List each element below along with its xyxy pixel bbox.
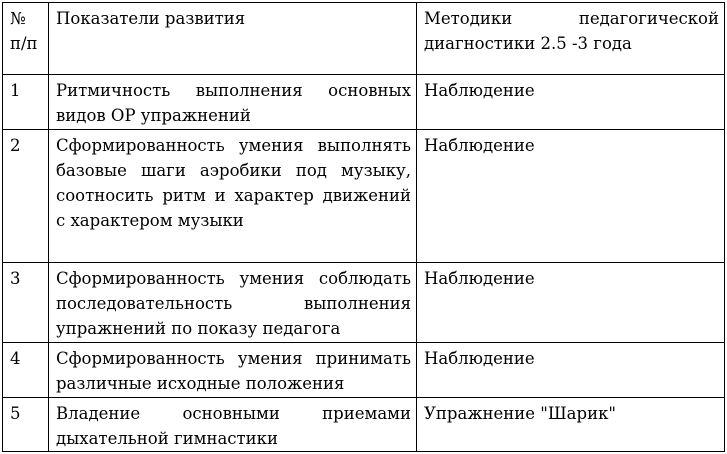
row-indicator: Ритмичность выполнения основных видов ОР упражнений [49,75,417,130]
table-row [3,130,725,263]
table-row [3,75,725,130]
diagnostics-table [2,2,725,452]
row-method: Наблюдение [417,75,725,130]
row-indicator: Сформированность умения соблюдать последовательность выполнения упражнений по показу педагога [49,263,417,343]
row-indicator: Сформированность умения выполнять базовые шаги аэробики под музыку, соотносить ритм и характер движений с характером музыки [49,130,417,263]
table-row [3,263,725,343]
row-indicator: Сформированность умения принимать различные исходные положения [49,343,417,398]
row-num: 4 [3,343,49,398]
row-method: Упражнение "Шарик" [417,398,725,452]
row-num: 2 [3,130,49,263]
row-num: 1 [3,75,49,130]
table-header-row [3,3,725,75]
table-row [3,343,725,398]
row-indicator: Владение основными приемами дыхательной гимнастики [49,398,417,452]
table-row [3,398,725,452]
header-method: Методики педагогической диагностики 2.5 -3 года [417,3,725,75]
row-method: Наблюдение [417,343,725,398]
header-indicator: Показатели развития [49,3,417,75]
row-method: Наблюдение [417,263,725,343]
header-num: № п/п [3,3,49,75]
row-num: 5 [3,398,49,452]
row-num: 3 [3,263,49,343]
row-method: Наблюдение [417,130,725,263]
